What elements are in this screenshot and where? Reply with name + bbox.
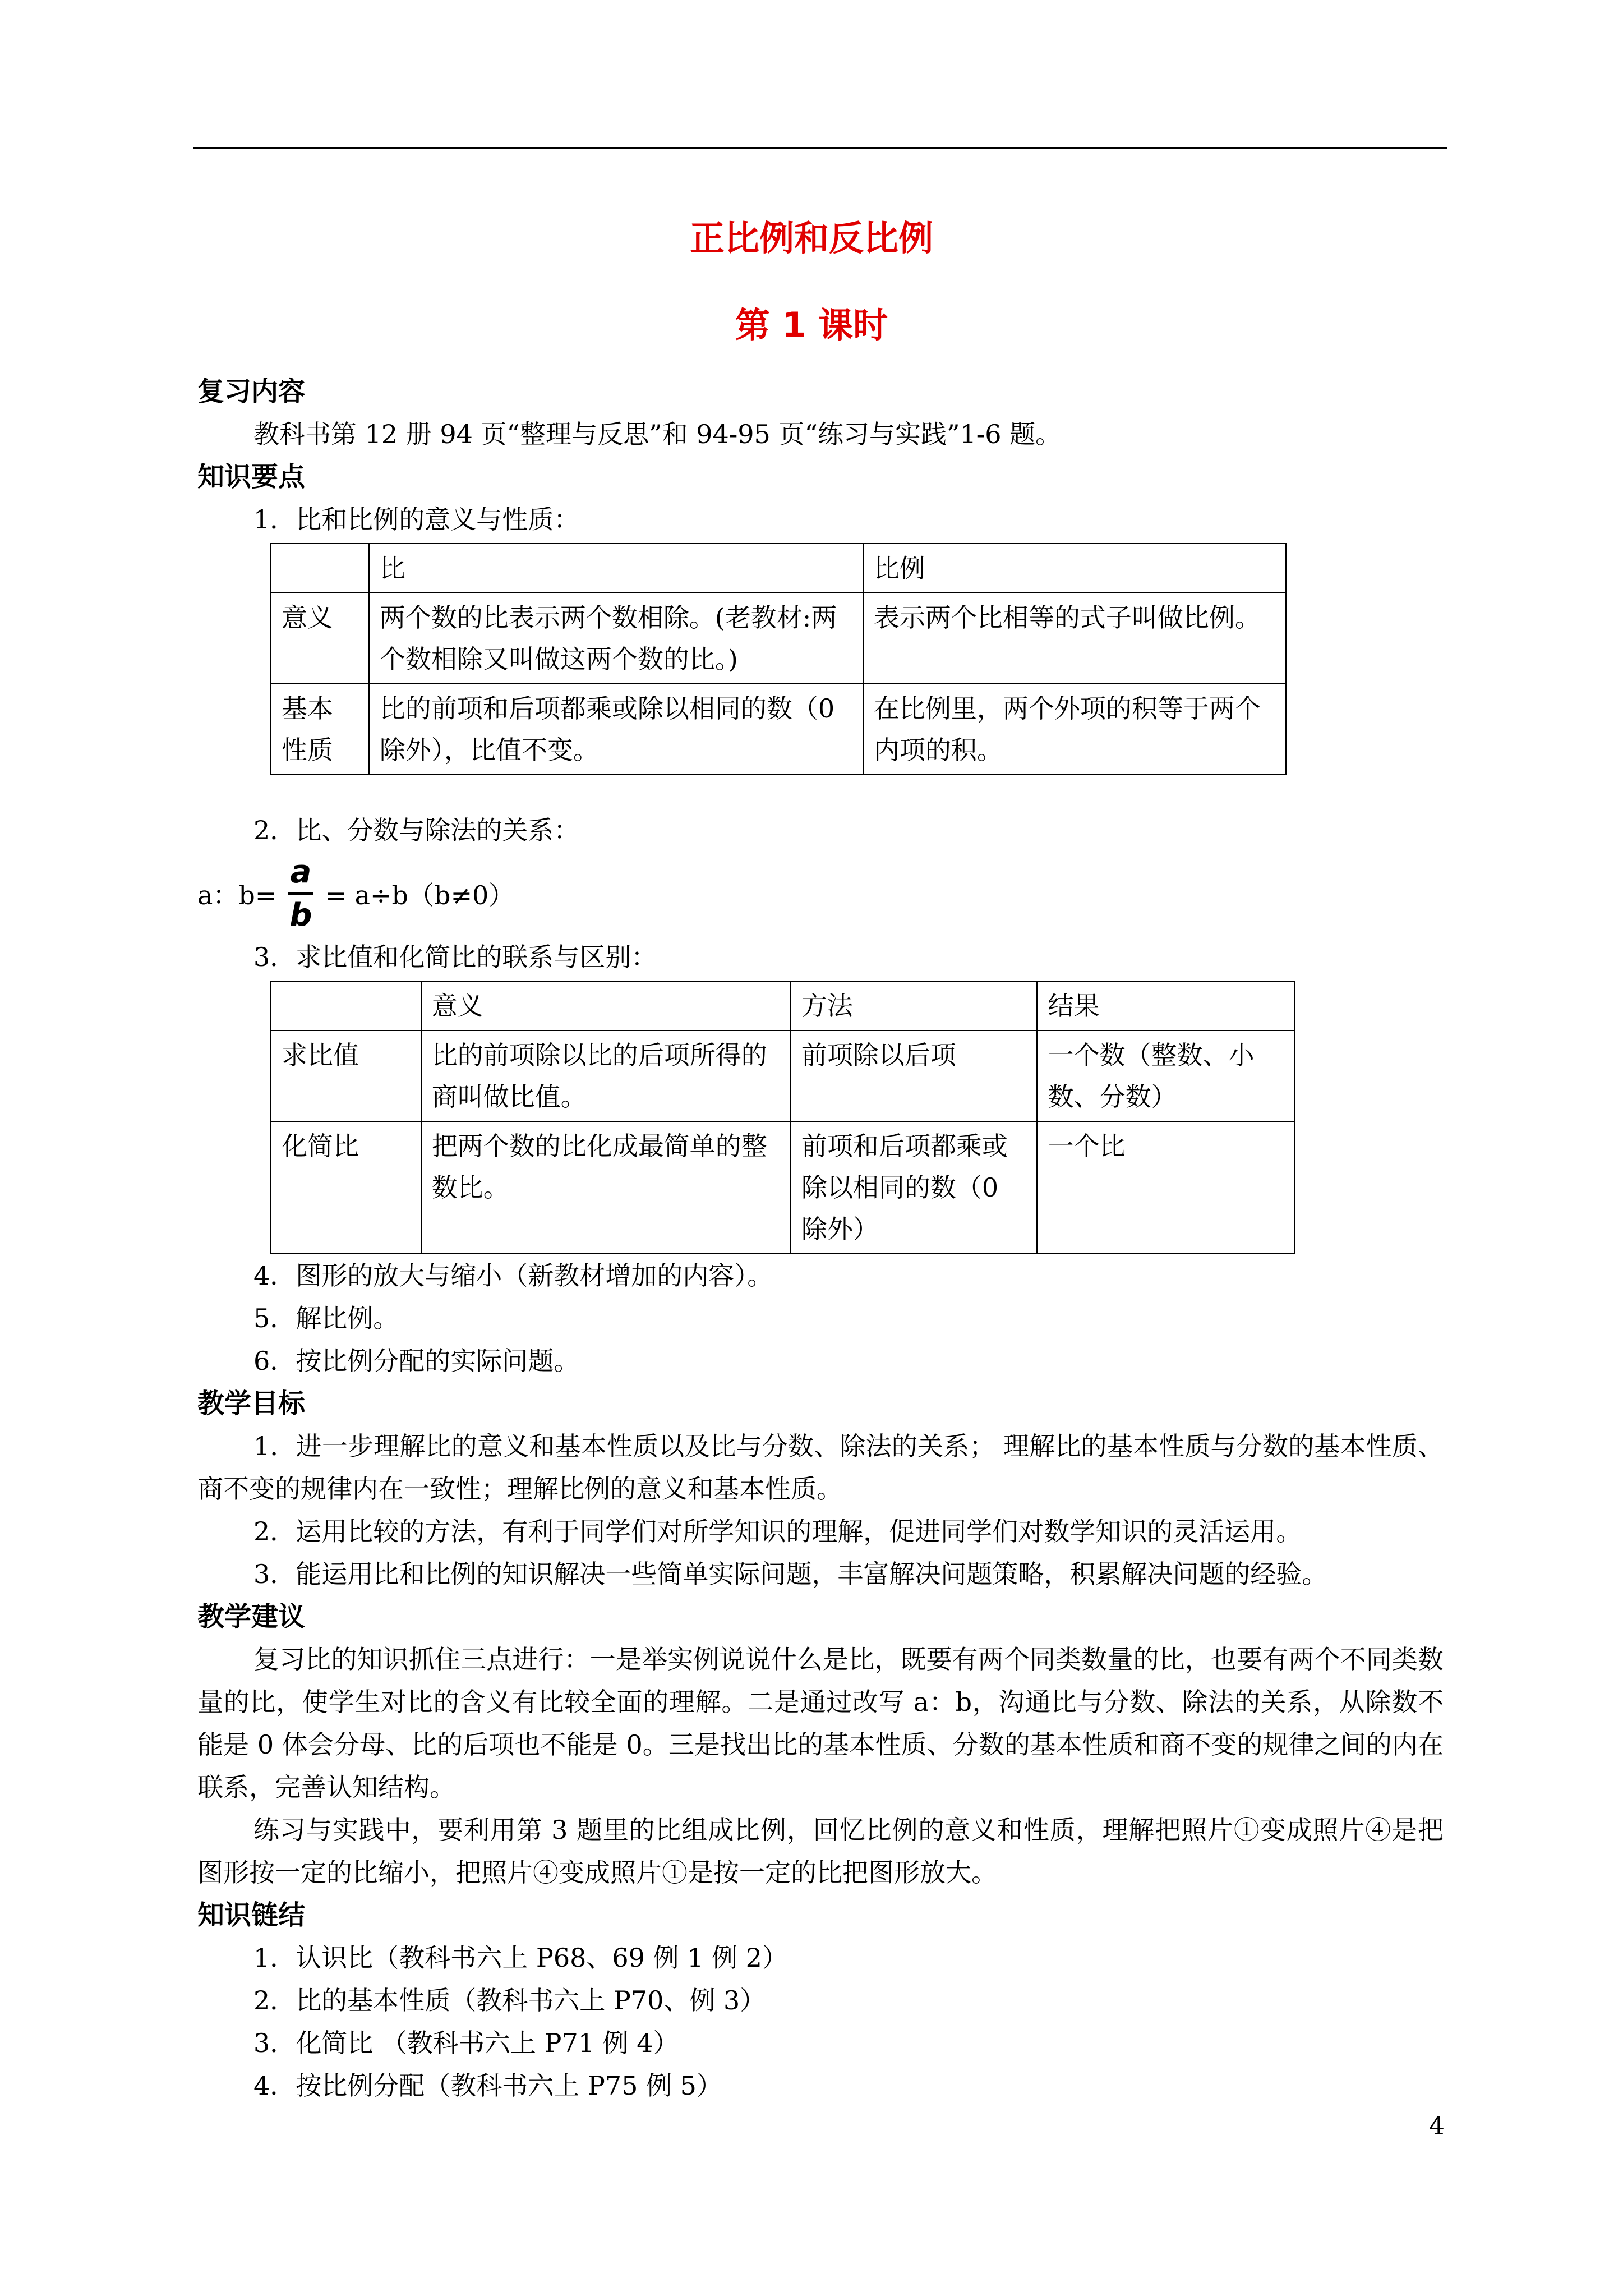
link-1: 1．认识比（教科书六上 P68、69 例 1 例 2） xyxy=(253,1943,788,1973)
table-cell: 方法 xyxy=(791,981,1038,1030)
advice-heading: 教学建议 xyxy=(197,1601,306,1632)
page-number: 4 xyxy=(1429,2112,1445,2141)
table-cell xyxy=(271,981,421,1030)
ratio-value-simplify-table xyxy=(270,981,1295,1254)
goals-heading: 教学目标 xyxy=(197,1388,306,1419)
table-cell: 两个数的比表示两个数相除。(老教材:两个数相除又叫做这两个数的比。) xyxy=(369,593,863,684)
table-cell: 前项和后项都乘或除以相同的数（0 除外） xyxy=(791,1121,1038,1254)
table-cell: 一个比 xyxy=(1037,1121,1295,1254)
point-4: 4．图形的放大与缩小（新教材增加的内容）。 xyxy=(253,1260,773,1291)
document-body xyxy=(197,370,1444,2107)
table-cell: 结果 xyxy=(1037,981,1295,1030)
fraction xyxy=(288,854,313,933)
link-3: 3．化简比 （教科书六上 P71 例 4） xyxy=(253,2028,679,2058)
table-cell: 比的前项和后项都乘或除以相同的数（0 除外），比值不变。 xyxy=(369,684,863,775)
formula-left: a：b= xyxy=(197,880,277,910)
ratio-proportion-table xyxy=(270,543,1287,775)
table-row xyxy=(271,1030,1295,1121)
point-3: 3．求比值和化简比的联系与区别： xyxy=(253,942,657,972)
link-4: 4．按比例分配（教科书六上 P75 例 5） xyxy=(253,2070,722,2101)
goal-2: 2．运用比较的方法，有利于同学们对所学知识的理解，促进同学们对数学知识的灵活运用。 xyxy=(253,1516,1302,1547)
table-cell: 求比值 xyxy=(271,1030,421,1121)
table-row xyxy=(271,593,1286,684)
link-2: 2．比的基本性质（教科书六上 P70、例 3） xyxy=(253,1985,766,2016)
table-cell: 基本性质 xyxy=(271,684,369,775)
table-cell xyxy=(271,544,369,593)
formula-right: = a÷b（b≠0） xyxy=(325,880,515,910)
table-cell: 前项除以后项 xyxy=(791,1030,1038,1121)
table-cell: 化简比 xyxy=(271,1121,421,1254)
ratio-formula xyxy=(141,852,1444,936)
point-1: 1．比和比例的意义与性质： xyxy=(253,504,580,535)
table-cell: 比例 xyxy=(863,544,1286,593)
review-heading: 复习内容 xyxy=(197,376,306,407)
table-row xyxy=(271,1121,1295,1254)
page-subtitle: 第 1 课时 xyxy=(735,305,888,346)
header-rule xyxy=(193,147,1447,149)
goal-3: 3．能运用比和比例的知识解决一些简单实际问题，丰富解决问题策略，积累解决问题的经验。 xyxy=(253,1559,1328,1589)
table-cell: 比的前项除以比的后项所得的商叫做比值。 xyxy=(421,1030,791,1121)
fraction-bar xyxy=(288,892,313,895)
table-row xyxy=(271,544,1286,593)
table-cell: 比 xyxy=(369,544,863,593)
review-text: 教科书第 12 册 94 页“整理与反思”和 94-95 页“练习与实践”1-6 题。 xyxy=(253,419,1062,449)
table-cell: 在比例里，两个外项的积等于两个内项的积。 xyxy=(863,684,1286,775)
page-title: 正比例和反比例 xyxy=(689,218,933,259)
table-cell: 一个数（整数、小数、分数） xyxy=(1037,1030,1295,1121)
fraction-numerator: a xyxy=(290,854,312,890)
table-cell: 把两个数的比化成最简单的整数比。 xyxy=(421,1121,791,1254)
point-5: 5．解比例。 xyxy=(253,1303,399,1333)
points-heading: 知识要点 xyxy=(197,461,306,493)
fraction-denominator: b xyxy=(289,897,312,933)
table-cell: 意义 xyxy=(421,981,791,1030)
links-heading: 知识链结 xyxy=(197,1899,306,1931)
point-2: 2．比、分数与除法的关系： xyxy=(253,815,580,845)
table-cell: 表示两个比相等的式子叫做比例。 xyxy=(863,593,1286,684)
advice-1: 复习比的知识抓住三点进行：一是举实例说说什么是比，既要有两个同类数量的比，也要有两个不同类数量的比，使学生对比的含义有比较全面的理解。二是通过改写 a：b，沟通比与分数、除法的关系，从除数不能是 0 体会分母、比的后项也不能是 0。三是找出比的基本性质、分数的基本性质和商不变的规律之间的内在联系，完善认知结构。 xyxy=(197,1644,1444,1802)
goal-1: 1．进一步理解比的意义和基本性质以及比与分数、除法的关系； 理解比的基本性质与分数的基本性质、商不变的规律内在一致性；理解比例的意义和基本性质。 xyxy=(197,1431,1444,1504)
point-6: 6．按比例分配的实际问题。 xyxy=(253,1346,580,1376)
table-row xyxy=(271,684,1286,775)
advice-2: 练习与实践中，要利用第 3 题里的比组成比例，回忆比例的意义和性质，理解把照片①变成照片④是把图形按一定的比缩小，把照片④变成照片①是按一定的比把图形放大。 xyxy=(197,1815,1444,1888)
table-cell: 意义 xyxy=(271,593,369,684)
table-row xyxy=(271,981,1295,1030)
